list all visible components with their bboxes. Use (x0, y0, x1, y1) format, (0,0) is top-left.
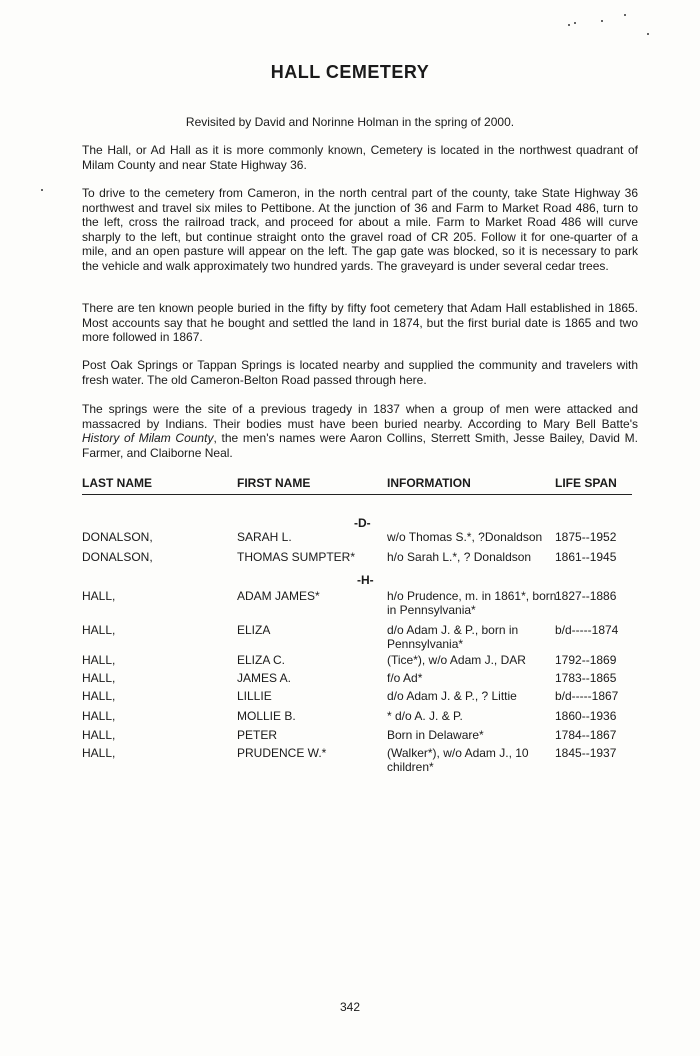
section-letter-d: -D- (354, 516, 371, 530)
page-title: HALL CEMETERY (270, 62, 430, 82)
first-name-cell: LILLIE (237, 689, 272, 703)
information-cell: h/o Prudence, m. in 1861*, born in Pennsylvania* (387, 589, 557, 617)
header-first-name: FIRST NAME (237, 476, 311, 490)
life-span-cell: 1861--1945 (555, 550, 617, 564)
information-cell: * d/o A. J. & P. (387, 709, 463, 723)
information-cell: f/o Ad* (387, 671, 423, 685)
last-name-cell: HALL, (82, 728, 116, 742)
last-name-cell: HALL, (82, 623, 116, 637)
page-number: 342 (339, 1000, 361, 1014)
paragraph-tragedy-part1: The springs were the site of a previous tragedy in 1837 when a group of men were attacked and massacred by Indians. Their bodies must have been buried nearby. According to Mary Bell Batte's (82, 402, 638, 431)
information-cell: (Tice*), w/o Adam J., DAR (387, 653, 526, 667)
scan-speck (624, 14, 626, 16)
last-name-cell: DONALSON, (82, 550, 153, 564)
information-cell: Born in Delaware* (387, 728, 484, 742)
last-name-cell: HALL, (82, 746, 116, 760)
information-cell: d/o Adam J. & P., born in Pennsylvania* (387, 623, 519, 651)
life-span-cell: 1860--1936 (555, 709, 617, 723)
first-name-cell: THOMAS SUMPTER* (237, 550, 356, 564)
header-information: INFORMATION (387, 476, 471, 490)
last-name-cell: HALL, (82, 589, 116, 603)
scan-speck (568, 24, 570, 26)
life-span-cell: b/d-----1874 (555, 623, 619, 637)
last-name-cell: HALL, (82, 689, 116, 703)
life-span-cell: 1845--1937 (555, 746, 617, 760)
life-span-cell: 1792--1869 (555, 653, 617, 667)
information-cell: h/o Sarah L.*, ? Donaldson (387, 550, 532, 564)
header-life-span: LIFE SPAN (555, 476, 617, 490)
first-name-cell: SARAH L. (237, 530, 292, 544)
life-span-cell: b/d-----1867 (555, 689, 619, 703)
paragraph-springs: Post Oak Springs or Tappan Springs is located nearby and supplied the community and travelers with fresh water. The old Cameron-Belton Road passed through here. (82, 358, 638, 387)
first-name-cell: PRUDENCE W.* (237, 746, 327, 760)
life-span-cell: 1827--1886 (555, 589, 617, 603)
header-last-name: LAST NAME (82, 476, 152, 490)
scan-speck (601, 20, 603, 22)
paragraph-burials: There are ten known people buried in the fifty by fifty foot cemetery that Adam Hall established in 1865. Most accounts say that he bought and settled the land in 1874, but the first burial date is 1865 and two more followed in 1867. (82, 301, 638, 344)
first-name-cell: MOLLIE B. (237, 709, 296, 723)
life-span-cell: 1783--1865 (555, 671, 617, 685)
paragraph-location: The Hall, or Ad Hall as it is more commonly known, Cemetery is located in the northwest quadrant of Milam County and near State Highway 36. (82, 143, 638, 172)
scan-speck (574, 22, 576, 24)
paragraph-tragedy-part2: , the men's names were Aaron Collins, Sterrett Smith, Jesse Bailey, David M. Farmer, and Claiborne Neal. (82, 431, 638, 460)
last-name-cell: HALL, (82, 709, 116, 723)
table-header (82, 474, 632, 495)
section-letter-h: -H- (357, 573, 374, 587)
first-name-cell: PETER (237, 728, 278, 742)
last-name-cell: HALL, (82, 671, 116, 685)
life-span-cell: 1875--1952 (555, 530, 617, 544)
information-cell: w/o Thomas S.*, ?Donaldson (387, 530, 543, 544)
life-span-cell: 1784--1867 (555, 728, 617, 742)
first-name-cell: ELIZA (237, 623, 271, 637)
first-name-cell: ADAM JAMES* (237, 589, 320, 603)
paragraph-directions: To drive to the cemetery from Cameron, in the north central part of the county, take State Highway 36 northwest and travel six miles to Pettibone. At the junction of 36 and Farm to Market Road 486, turn to the left, cross the railroad track, and proceed for about a mile. Farm to Market Road 486 will curve sharply to the left, but continue straight onto the gravel road of CR 205. Follow it for one-quarter of a mile, and an open pasture will appear on the left. The gap gate was blocked, so it is necessary to park the vehicle and walk approximately two hundred yards. The graveyard is under several cedar trees. (82, 186, 638, 273)
first-name-cell: ELIZA C. (237, 653, 286, 667)
book-title: History of Milam County (82, 431, 214, 445)
information-cell: (Walker*), w/o Adam J., 10 children* (387, 746, 529, 774)
scan-speck (647, 33, 649, 35)
last-name-cell: DONALSON, (82, 530, 153, 544)
information-cell: d/o Adam J. & P., ? Littie (387, 689, 517, 703)
first-name-cell: JAMES A. (237, 671, 292, 685)
page-subtitle: Revisited by David and Norinne Holman in the spring of 2000. (185, 115, 515, 129)
last-name-cell: HALL, (82, 653, 116, 667)
scan-speck (41, 189, 43, 191)
paragraph-tragedy (82, 402, 638, 460)
